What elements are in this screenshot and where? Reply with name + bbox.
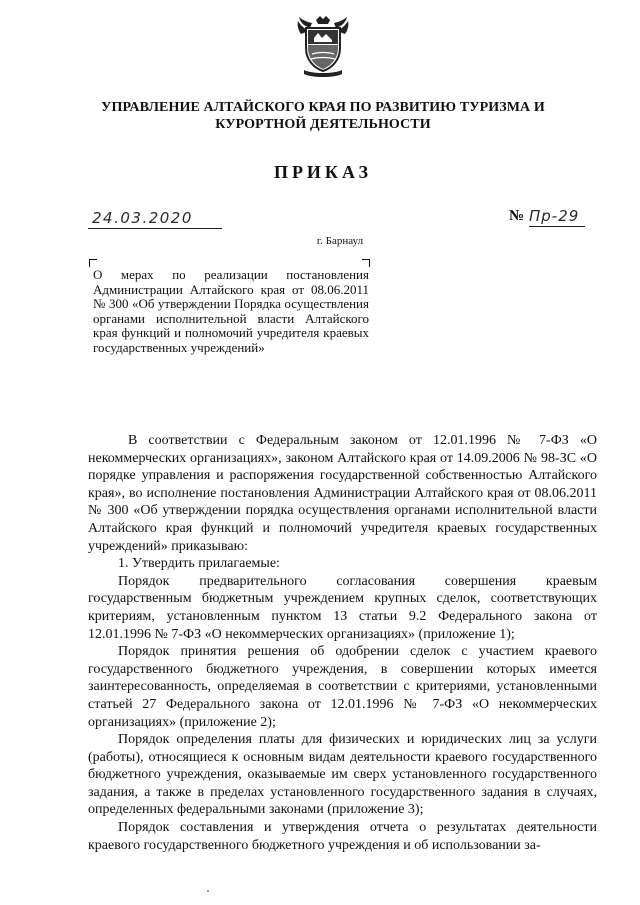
- coat-of-arms-icon: [296, 14, 350, 80]
- subject-corner-left: [89, 259, 97, 267]
- scan-dot: [207, 890, 209, 892]
- order-number-value: Пр-29: [529, 206, 585, 227]
- order-subject: О мерах по реализации постановления Администрации Алтайского края от 08.06.2011 № 300 «Об утверждении Порядка осуществления органами исполнительной власти Алтайского края функций и полномочий учредителя краевых государственных учреждений»: [93, 267, 369, 355]
- body-paragraph: Порядок предварительного согласования совершения краевым государственным бюджетным учреждением крупных сделок, соответствующих критериям, установленным пунктом 13 статьи 9.2 Федерального закона от 12.01.1996 № 7-ФЗ «О некоммерческих организациях» (приложение 1);: [88, 573, 597, 642]
- city-label: г. Барнаул: [316, 235, 364, 247]
- organization-name: УПРАВЛЕНИЕ АЛТАЙСКОГО КРАЯ ПО РАЗВИТИЮ ТУРИЗМА И КУРОРТНОЙ ДЕЯТЕЛЬНОСТИ: [101, 100, 545, 132]
- order-number: [509, 206, 585, 228]
- body-paragraph: 1. Утвердить прилагаемые:: [118, 556, 280, 572]
- body-paragraph: В соответствии с Федеральным законом от 12.01.1996 № 7-ФЗ «О некоммерческих организациях», законом Алтайского края от 14.09.2006 № 98-ЗС «О порядке управления и распоряжения государственной собственностью Алтайского края», во исполнение постановления Администрации Алтайского края от 08.06.2011 № 300 «Об утверждении порядка осуществления органами исполнительной власти Алтайского края функций и полномочий учредителя краевых государственных учреждений» приказываю:: [88, 433, 597, 554]
- document-title: ПРИКАЗ: [273, 162, 373, 182]
- body-paragraph: Порядок определения платы для физических и юридических лиц за услуги (работы), относящиеся к основным видам деятельности краевого государственного бюджетного учреждения, оказываемые им сверх установленного государственного задания, а также в пределах установленного государственного задания в случаях, определенных федеральными законами (приложение 3);: [88, 732, 597, 818]
- body-paragraph: Порядок принятия решения об одобрении сделок с участием краевого государственного бюджетного учреждения, в совершении которых имеется заинтересованность, определяемая в соответствии с критериями, установленными статьей 27 Федерального закона от 12.01.1996 № 7-ФЗ «О некоммерческих организациях» (приложение 2);: [88, 644, 597, 730]
- body-paragraph: Порядок составления и утверждения отчета о результатах деятельности краевого государственного бюджетного учреждения и об использовании за-: [88, 820, 597, 853]
- subject-corner-right: [362, 259, 370, 267]
- number-sign: №: [509, 208, 525, 224]
- order-date: 24.03.2020: [88, 208, 222, 229]
- order-body: [88, 432, 597, 854]
